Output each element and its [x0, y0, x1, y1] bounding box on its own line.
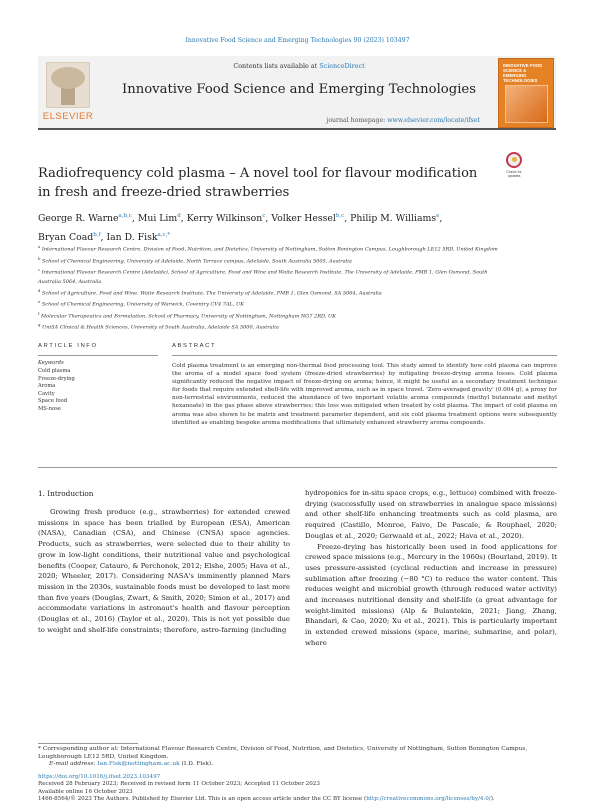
keyword: MS-nose — [38, 405, 62, 412]
journal-citation[interactable]: Innovative Food Science and Emerging Technologies 90 (2023) 103497 — [185, 37, 410, 44]
keyword: Cold plasma — [38, 368, 71, 374]
affiliation: $^b$ School of Chemical Engineering, University of Adelaide, North Terrace campus, Adelaide, South Australia 5005, Australia — [38, 255, 352, 265]
paragraph: Growing fresh produce (e.g., strawberries) for extended crewed missions in space has been trialled by European (ESA), American (NASA), Canadian (CSA), and Chinese (CNSA) space agencies. Products, such as strawberries, were selected due to their ability to grow in low-light conditions, their nutritional value and psychological benefits (Cooper, Catauro, & Perchonok, 2012; Elshe, 2005; Hava et al., 2020; Wheeler, 2017). Considering NASA's imminently planned Mars mission in the 2030s, sustainable foods must be developed to last more than five years (Douglas, Zwart, & Smith, 2020; Simon et al., 2017) and accommodate variations in astronaut's health and flavour perception (Douglas et al., 2016) (Taylor et al., 2020). This is not yet possible due to weight and shelf-life constraints; therefore, astro-farming (including — [38, 508, 290, 634]
received-dates: Received 28 February 2023; Received in revised form 11 October 2023; Accepted 11 October 2023 — [38, 781, 320, 788]
article-title: Radiofrequency cold plasma – A novel tool for flavour modification in fresh and freeze-dried strawberries — [38, 166, 478, 200]
body-column-right — [305, 488, 557, 649]
affiliation: $^f$ Molecular Therapeutics and Formulation, School of Pharmacy, University of Nottingham, Nottingham NG7 2RD, UK — [38, 310, 336, 320]
author-list: George R. Warne$^{a,b,c}$, Mui Lim$^d$, Kerry Wilkinson$^c$, Volker Hessel$^{b,c}$, Philip M. Williams$^e$, Bryan Coad$^{b,f}$, Ian D. Fisk$^{a,c,*}$ — [38, 213, 443, 244]
keyword: Aroma — [38, 383, 56, 390]
publisher-name: ELSEVIER — [42, 111, 94, 122]
author[interactable]: Volker Hessel$^{b,c}$ — [271, 213, 345, 225]
author[interactable]: Bryan Coad$^{b,f}$ — [38, 232, 101, 244]
elsevier-tree-icon — [46, 62, 90, 108]
affiliation: $^a$ International Flavour Research Centre, Division of Food, Nutrition, and Dietetics, University of Nottingham, Sutton Bonington Campus, Loughborough LE12 5RD, United Kingdom — [38, 244, 498, 253]
license-link[interactable]: http://creativecommons.org/licenses/by/4.0/ — [366, 796, 491, 803]
keyword: Space food — [38, 398, 68, 405]
email-note: E-mail address: Ian.Fisk@nottingham.ac.uk (I.D. Fisk). — [49, 761, 214, 767]
keyword: Freeze-drying — [38, 375, 75, 382]
corresponding-author-note: * Corresponding author at: International Flavour Research Centre, Division of Food, Nutrition, and Dietetics, University of Nottingham, Sutton Bonington Campus, Loughborough LE12 5RD, United Kingdom. — [38, 746, 528, 760]
paragraph: Freeze-drying has historically been used in food applications for crewed space missions (e.g., Mercury in the 1960s) (Bourland, 2019). It uses pressure-assisted (cyclical reduction and increase in pressure) sublimation after freezing (−80 °C) to reduce the water content. This reduces weight and microbial growth (through reduced water activity) and increases nutritional density and shelf-life (a great advantage for weight-limited missions) (Alp & Bulantekin, 2021; Jiang, Zhang, Bhandari, & Cao, 2020; Xu et al., 2021). This is particularly important in extended crewed missions (space, marine, submarine, and polar), where — [305, 542, 557, 647]
updates-icon — [506, 152, 522, 168]
doi-link[interactable]: https://doi.org/10.1016/j.ifset.2023.103497 — [38, 774, 161, 780]
check-for-updates-button[interactable] — [500, 152, 526, 182]
cover-title: INNOVATIVE FOOD SCIENCE & EMERGING TECHNOLOGIES — [503, 63, 543, 83]
sciencedirect-link[interactable]: ScienceDirect — [319, 62, 365, 70]
available-online: Available online 16 October 2023 — [38, 788, 133, 795]
divider — [38, 743, 138, 744]
affiliation: $^e$ School of Chemical Engineering, University of Warwick, Coventry CV4 7AL, UK — [38, 299, 244, 308]
homepage-link[interactable]: www.elsevier.com/locate/ifset — [387, 117, 480, 124]
keywords-label: Keywords — [38, 360, 64, 366]
abstract-heading: ABSTRACT — [172, 343, 217, 349]
affiliation: $^d$ School of Agriculture, Food and Wine, Waite Research Institute, The University of Adelaide, PMB 1, Glen Osmond, SA 5064, Australia — [38, 287, 382, 297]
copyright-line: 1466-8564/© 2023 The Authors. Published by Elsevier Ltd. This is an open access article under the CC BY license (http://creativecommons.org/licenses/by/4.0/). — [38, 796, 495, 803]
author[interactable]: Kerry Wilkinson$^c$ — [186, 213, 266, 225]
elsevier-logo[interactable] — [38, 58, 98, 128]
divider — [172, 355, 557, 356]
author[interactable]: Philip M. Williams$^e$ — [350, 213, 440, 225]
author[interactable]: Ian D. Fisk$^{a,c,*}$ — [106, 232, 171, 244]
author[interactable]: Mui Lim$^d$ — [137, 213, 181, 225]
journal-homepage: journal homepage: www.elsevier.com/locate/ifset — [326, 117, 480, 124]
author[interactable]: George R. Warne$^{a,b,c}$ — [38, 213, 132, 225]
cover-image — [505, 85, 548, 123]
divider — [38, 355, 158, 356]
email-link[interactable]: Ian.Fisk@nottingham.ac.uk — [97, 761, 180, 767]
affiliation: $^c$ International Flavour Research Centre (Adelaide), School of Agriculture, Food and Wine and Waite Research Institute, The University of Adelaide, PMB 1, Glen Osmond, South Australia 5064, Australia — [38, 267, 488, 285]
keyword-list — [38, 368, 75, 414]
contents-line: Contents lists available at ScienceDirect — [233, 62, 365, 70]
abstract-text: Cold plasma treatment is an emerging non-thermal food processing tool. This study aimed to identify how cold plasma can improve the aroma of a model space food system (freeze-dried strawberries) by mitigating freeze-drying aroma losses. Cold plasma significantly reduced the negative impact of freeze-drying on aroma; hence, it might be useful as a secondary treatment technique for foods that require extended shelf-life with improved aroma, such as in space travel. 'Zero-averaged gravity' (0.004 g), a proxy for non-terrestrial environments, reduced the abundance of two important volatile aroma compounds (methyl butanoate and methyl hexanoate) in the gas phase above strawberries; this loss was mitigated when treated by cold plasma. The impact of cold plasma on aroma was also shown to be matrix and treatment parameter dependent, and six cold plasma treatment options were subsequently identified as enabling bespoke aroma modifications that ultimately enhanced strawberry aroma compounds. — [172, 363, 557, 426]
divider — [38, 467, 557, 468]
body-column-left — [38, 507, 290, 635]
keyword: Cavity — [38, 390, 55, 397]
paragraph: hydroponics for in-situ space crops, e.g., lettuce) combined with freeze-drying (successfully used on strawberries in analogue space missions) and other shelf-life enhancing treatments such as cold plasma, are required (Castillo, Monroe, Faivo, De Pascale, & Rouphael, 2020; Douglas et al., 2020; Gerwaald et al., 2022; Hava et al., 2020). — [305, 489, 557, 540]
journal-title: Innovative Food Science and Emerging Technologies — [122, 82, 476, 97]
section-heading-introduction: 1. Introduction — [38, 489, 94, 498]
article-metadata — [38, 774, 557, 804]
journal-cover[interactable] — [498, 58, 554, 128]
affiliations — [38, 243, 508, 333]
affiliation: $^g$ UniSA Clinical & Health Sciences, University of South Australia, Adelaide SA 5000, Australia — [38, 322, 279, 331]
updates-label: Check for updates — [506, 170, 522, 179]
article-info-heading: ARTICLE INFO — [38, 343, 98, 349]
